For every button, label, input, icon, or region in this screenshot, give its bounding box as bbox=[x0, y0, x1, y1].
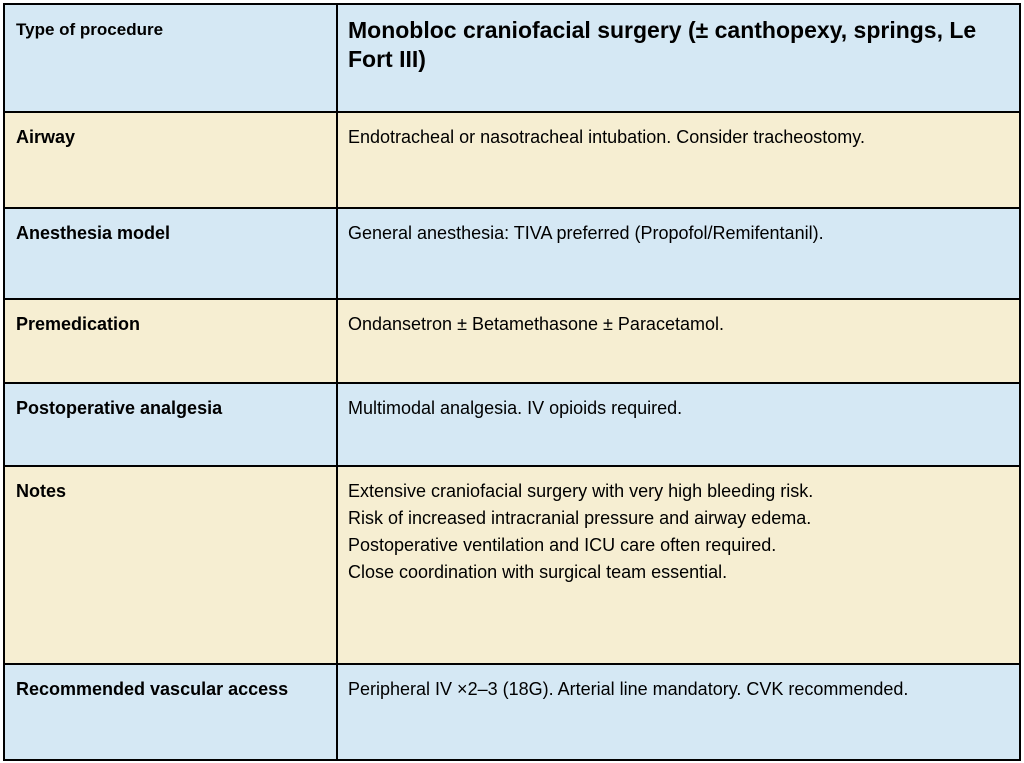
premedication-label: Premedication bbox=[4, 299, 337, 383]
table-row-postoperative-analgesia bbox=[4, 383, 1020, 466]
anesthesia-model-label: Anesthesia model bbox=[4, 208, 337, 299]
notes-line: Close coordination with surgical team essential. bbox=[348, 562, 728, 582]
notes-line: Postoperative ventilation and ICU care often required. bbox=[348, 535, 777, 555]
table-row-notes bbox=[4, 466, 1020, 664]
vascular-access-value: Peripheral IV ×2–3 (18G). Arterial line mandatory. CVK recommended. bbox=[337, 664, 1020, 760]
notes-line: Risk of increased intracranial pressure and airway edema. bbox=[348, 508, 812, 528]
anesthesia-model-value: General anesthesia: TIVA preferred (Propofol/Remifentanil). bbox=[337, 208, 1020, 299]
procedure-title: Monobloc craniofacial surgery (± canthopexy, springs, Le Fort III) bbox=[337, 4, 1020, 112]
notes-line: Extensive craniofacial surgery with very high bleeding risk. bbox=[348, 481, 814, 501]
airway-value: Endotracheal or nasotracheal intubation. Consider tracheostomy. bbox=[337, 112, 1020, 208]
postoperative-analgesia-label: Postoperative analgesia bbox=[4, 383, 337, 466]
procedure-type-label: Type of procedure bbox=[4, 4, 337, 112]
airway-label: Airway bbox=[4, 112, 337, 208]
premedication-value: Ondansetron ± Betamethasone ± Paracetamol. bbox=[337, 299, 1020, 383]
notes-label: Notes bbox=[4, 466, 337, 664]
notes-value bbox=[337, 466, 1020, 664]
vascular-access-label: Recommended vascular access bbox=[4, 664, 337, 760]
table-row-vascular-access bbox=[4, 664, 1020, 760]
table-row-procedure bbox=[4, 4, 1020, 112]
table-row-anesthesia-model bbox=[4, 208, 1020, 299]
table-row-premedication bbox=[4, 299, 1020, 383]
anesthesia-procedure-table bbox=[3, 3, 1021, 761]
postoperative-analgesia-value: Multimodal analgesia. IV opioids required. bbox=[337, 383, 1020, 466]
table-row-airway bbox=[4, 112, 1020, 208]
